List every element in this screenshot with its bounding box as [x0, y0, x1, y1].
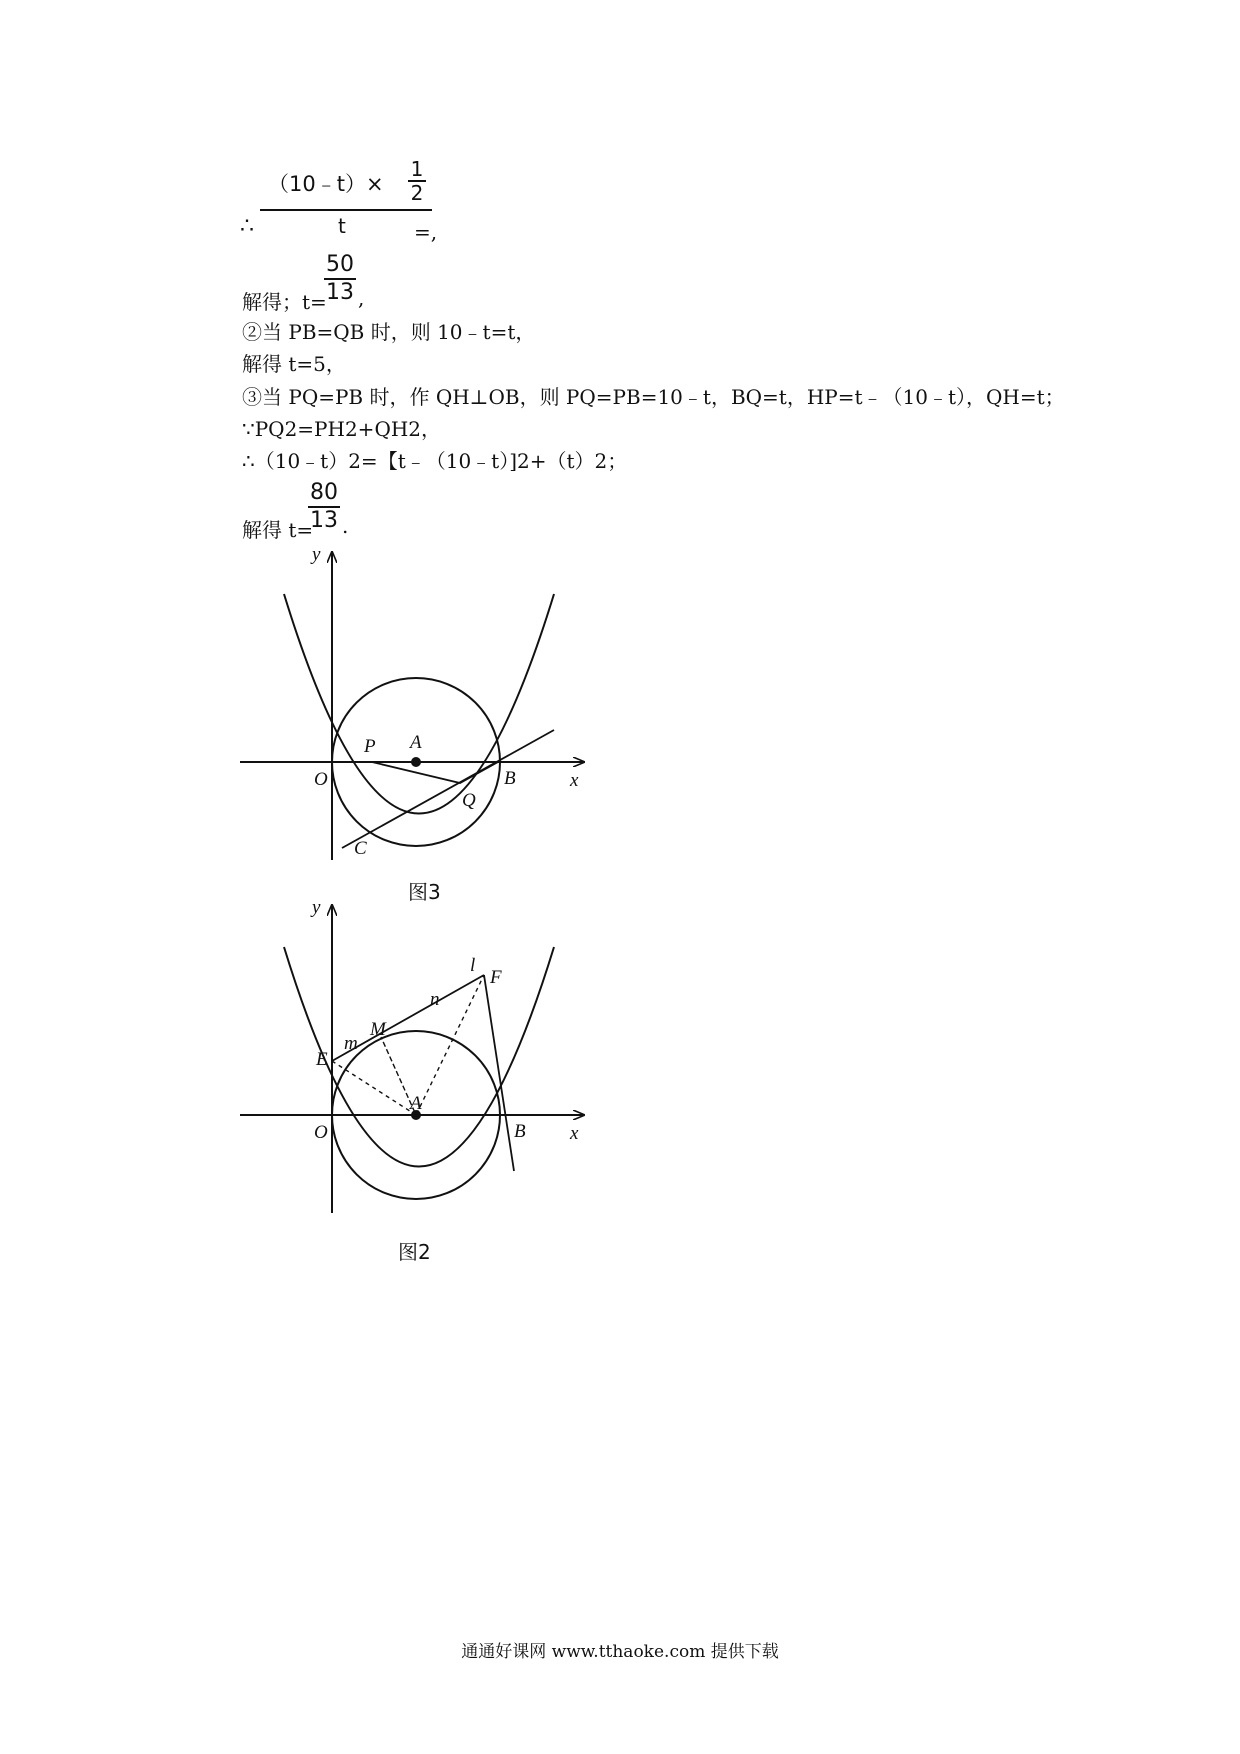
solution3-fraction: 80 13: [310, 480, 338, 533]
label-o: O: [314, 1122, 328, 1143]
segment-pqb: [372, 762, 498, 783]
because-text: ∵PQ2=PH2+QH2，: [242, 417, 442, 441]
therefore-symbol: ∴: [240, 214, 254, 239]
equation-text: ∴（10﹣t）2=【t﹣（10﹣t）]2+（t）2；: [242, 449, 628, 473]
label-a: A: [410, 732, 422, 753]
solution1: [242, 252, 542, 312]
label-x: x: [570, 1123, 579, 1144]
label-a: A: [410, 1093, 422, 1114]
step1: [238, 157, 438, 244]
step1-fraction-bar: [260, 209, 432, 211]
label-b: B: [504, 768, 516, 789]
solution3-prefix: 解得 t=: [242, 518, 314, 542]
solution2-text: 解得 t=5，: [242, 352, 346, 376]
label-m-lower: m: [344, 1033, 358, 1054]
point-a: [411, 757, 421, 767]
label-o: O: [314, 769, 328, 790]
label-b: B: [514, 1121, 526, 1142]
label-n: n: [430, 989, 440, 1010]
case3-text: ③当 PQ=PB 时，作 QH⊥OB，则 PQ=PB=10﹣t，BQ=t，HP=t﹣（10﹣t），QH=t；: [242, 385, 1065, 409]
label-f: F: [490, 967, 502, 988]
case2-text: ②当 PB=QB 时，则 10﹣t=t，: [242, 320, 536, 344]
footer-text: 通通好课网 www.tthaoke.com 提供下载: [461, 1642, 779, 1662]
step1-half-fraction: 1 2: [408, 158, 426, 204]
figure2-caption: 图2: [398, 1240, 431, 1264]
solution1-fraction: 50 13: [326, 252, 354, 305]
label-c: C: [354, 838, 367, 859]
step1-numerator: （10﹣t）×: [268, 172, 384, 196]
figure2-diagram: [232, 893, 592, 1223]
solution1-tail: ,: [358, 286, 365, 310]
figure3-diagram: [232, 540, 592, 870]
figure3-caption: 图3: [408, 880, 441, 904]
label-q: Q: [462, 790, 476, 811]
label-y: y: [312, 544, 321, 565]
label-e: E: [316, 1049, 328, 1070]
label-x: x: [570, 770, 579, 791]
label-p: P: [364, 736, 376, 757]
label-l: l: [470, 955, 476, 976]
solution3-tail: .: [342, 514, 349, 538]
solution3: [242, 480, 542, 540]
label-y: y: [312, 897, 321, 918]
step1-denominator: t: [338, 214, 346, 238]
solution1-prefix: 解得；t=: [242, 290, 327, 314]
label-m-upper: M: [370, 1019, 386, 1040]
step1-tail: =,: [414, 220, 438, 244]
